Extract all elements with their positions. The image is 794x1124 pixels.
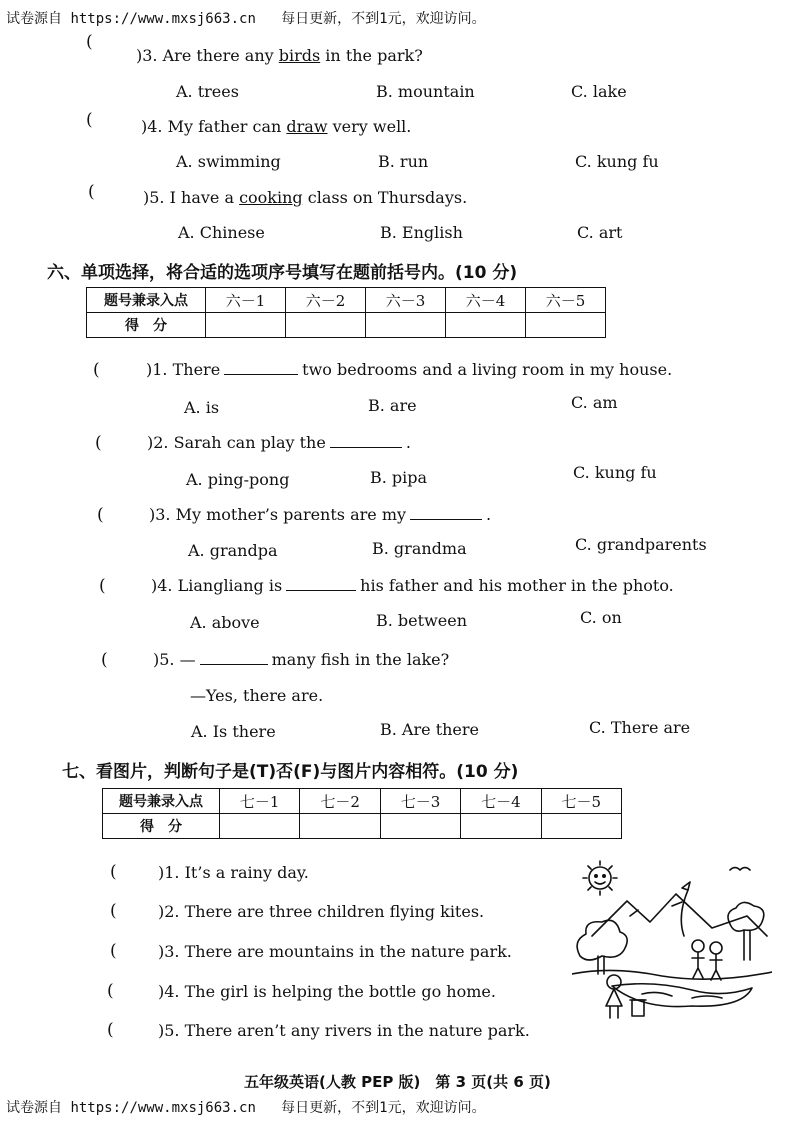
answer-paren[interactable]: (	[107, 981, 114, 1001]
option-a[interactable]: A. ping-pong	[186, 470, 290, 489]
score-cell[interactable]	[300, 814, 380, 839]
answer-blank[interactable]	[286, 576, 356, 591]
score-label: 得 分	[103, 814, 220, 839]
sun-icon	[583, 861, 617, 895]
score-label: 得 分	[87, 313, 206, 338]
question-6-5-reply: —Yes, there are.	[190, 686, 324, 705]
ground-line	[572, 970, 772, 979]
score-cell[interactable]	[461, 814, 541, 839]
option-a[interactable]: A. is	[184, 398, 220, 417]
option-a[interactable]: A. grandpa	[188, 541, 278, 560]
answer-paren[interactable]: (	[88, 182, 95, 202]
table-col: 七－5	[541, 789, 621, 814]
kite-icon	[682, 882, 690, 890]
section6-title: 六、单项选择，将合适的选项序号填写在题前括号内。(10 分)	[47, 263, 518, 283]
answer-blank[interactable]	[330, 433, 402, 448]
section6-score-table	[86, 287, 606, 338]
option-b[interactable]: B. pipa	[370, 468, 428, 487]
table-col: 六－2	[286, 288, 366, 313]
underlined-word: cooking	[239, 188, 303, 207]
section7-score-table	[102, 788, 622, 839]
score-cell[interactable]	[366, 313, 446, 338]
watermark-url[interactable]: https://www.mxsj663.cn	[70, 1100, 256, 1116]
watermark-label: 试卷源自	[6, 1100, 62, 1116]
watermark-url[interactable]: https://www.mxsj663.cn	[70, 11, 256, 27]
answer-paren[interactable]: (	[107, 1020, 114, 1040]
tree-icon	[728, 902, 764, 960]
answer-paren[interactable]: (	[110, 901, 117, 921]
question-7-2: )2. There are three children flying kites.	[158, 902, 485, 921]
answer-paren[interactable]: (	[97, 505, 104, 525]
table-col: 七－2	[300, 789, 380, 814]
top-watermark	[6, 8, 486, 28]
option-a[interactable]: A. trees	[176, 82, 239, 101]
option-a[interactable]: A. Is there	[191, 722, 276, 741]
answer-paren[interactable]: (	[86, 32, 93, 52]
question-p5-3: )3. Are there any birds in the park?	[136, 46, 423, 65]
score-cell[interactable]	[206, 313, 286, 338]
table-header: 题号兼录入点	[103, 789, 220, 814]
question-7-3: )3. There are mountains in the nature park.	[158, 942, 512, 961]
children-figures	[692, 940, 722, 980]
table-col: 七－1	[220, 789, 300, 814]
question-6-3: )3. My mother’s parents are my .	[149, 505, 492, 524]
option-b[interactable]: B. English	[380, 223, 463, 242]
question-6-2: )2. Sarah can play the .	[147, 433, 411, 452]
river	[612, 984, 752, 1007]
watermark-label: 试卷源自	[6, 11, 62, 27]
nature-park-illustration	[572, 856, 772, 1026]
option-b[interactable]: B. grandma	[372, 539, 467, 558]
score-cell[interactable]	[446, 313, 526, 338]
answer-paren[interactable]: (	[110, 941, 117, 961]
table-col: 六－5	[526, 288, 606, 313]
option-c[interactable]: C. kung fu	[575, 152, 659, 171]
watermark-note: 每日更新，不到1元，欢迎访问。	[281, 1100, 486, 1116]
question-6-5: )5. — many fish in the lake?	[153, 650, 450, 669]
mountains	[592, 894, 767, 936]
question-p5-5: )5. I have a cooking class on Thursdays.	[143, 188, 468, 207]
table-col: 七－3	[380, 789, 460, 814]
option-c[interactable]: C. grandparents	[575, 535, 707, 554]
option-a[interactable]: A. Chinese	[178, 223, 265, 242]
underlined-word: draw	[286, 117, 328, 136]
bird-icon	[730, 868, 750, 871]
option-b[interactable]: B. between	[376, 611, 468, 630]
answer-paren[interactable]: (	[95, 433, 102, 453]
score-cell[interactable]	[220, 814, 300, 839]
question-7-1: )1. It’s a rainy day.	[158, 863, 309, 882]
question-6-4: )4. Liangliang is his father and his mother in the photo.	[151, 576, 674, 595]
option-c[interactable]: C. am	[571, 393, 618, 412]
question-7-5: )5. There aren’t any rivers in the nature park.	[158, 1021, 530, 1040]
bottom-watermark	[6, 1097, 486, 1117]
section7-title: 七、看图片，判断句子是(T)否(F)与图片内容相符。(10 分)	[62, 762, 519, 782]
option-c[interactable]: C. kung fu	[573, 463, 657, 482]
answer-blank[interactable]	[410, 505, 482, 520]
question-p5-4: )4. My father can draw very well.	[141, 117, 412, 136]
watermark-note: 每日更新，不到1元，欢迎访问。	[281, 11, 486, 27]
answer-paren[interactable]: (	[93, 360, 100, 380]
option-c[interactable]: C. There are	[589, 718, 691, 737]
answer-paren[interactable]: (	[101, 650, 108, 670]
question-6-1: )1. There two bedrooms and a living room in my house.	[146, 360, 673, 379]
table-col: 六－4	[446, 288, 526, 313]
score-cell[interactable]	[286, 313, 366, 338]
page-footer: 五年级英语(人教 PEP 版) 第 3 页(共 6 页)	[244, 1073, 551, 1091]
option-b[interactable]: B. run	[378, 152, 429, 171]
option-c[interactable]: C. lake	[571, 82, 627, 101]
option-b[interactable]: B. mountain	[376, 82, 475, 101]
table-header: 题号兼录入点	[87, 288, 206, 313]
option-c[interactable]: C. on	[580, 608, 622, 627]
option-c[interactable]: C. art	[577, 223, 623, 242]
score-cell[interactable]	[541, 814, 621, 839]
underlined-word: birds	[278, 46, 321, 65]
option-a[interactable]: A. swimming	[176, 152, 281, 171]
answer-blank[interactable]	[224, 360, 298, 375]
answer-blank[interactable]	[200, 650, 268, 665]
girl-figure	[606, 975, 622, 1018]
table-col: 七－4	[461, 789, 541, 814]
question-7-4: )4. The girl is helping the bottle go home.	[158, 982, 496, 1001]
option-a[interactable]: A. above	[190, 613, 260, 632]
answer-paren[interactable]: (	[99, 576, 106, 596]
option-b[interactable]: B. Are there	[380, 720, 480, 739]
answer-paren[interactable]: (	[110, 862, 117, 882]
score-cell[interactable]	[526, 313, 606, 338]
table-col: 六－1	[206, 288, 286, 313]
option-b[interactable]: B. are	[368, 396, 417, 415]
table-col: 六－3	[366, 288, 446, 313]
tree-icon	[577, 920, 627, 974]
score-cell[interactable]	[380, 814, 460, 839]
answer-paren[interactable]: (	[86, 110, 93, 130]
